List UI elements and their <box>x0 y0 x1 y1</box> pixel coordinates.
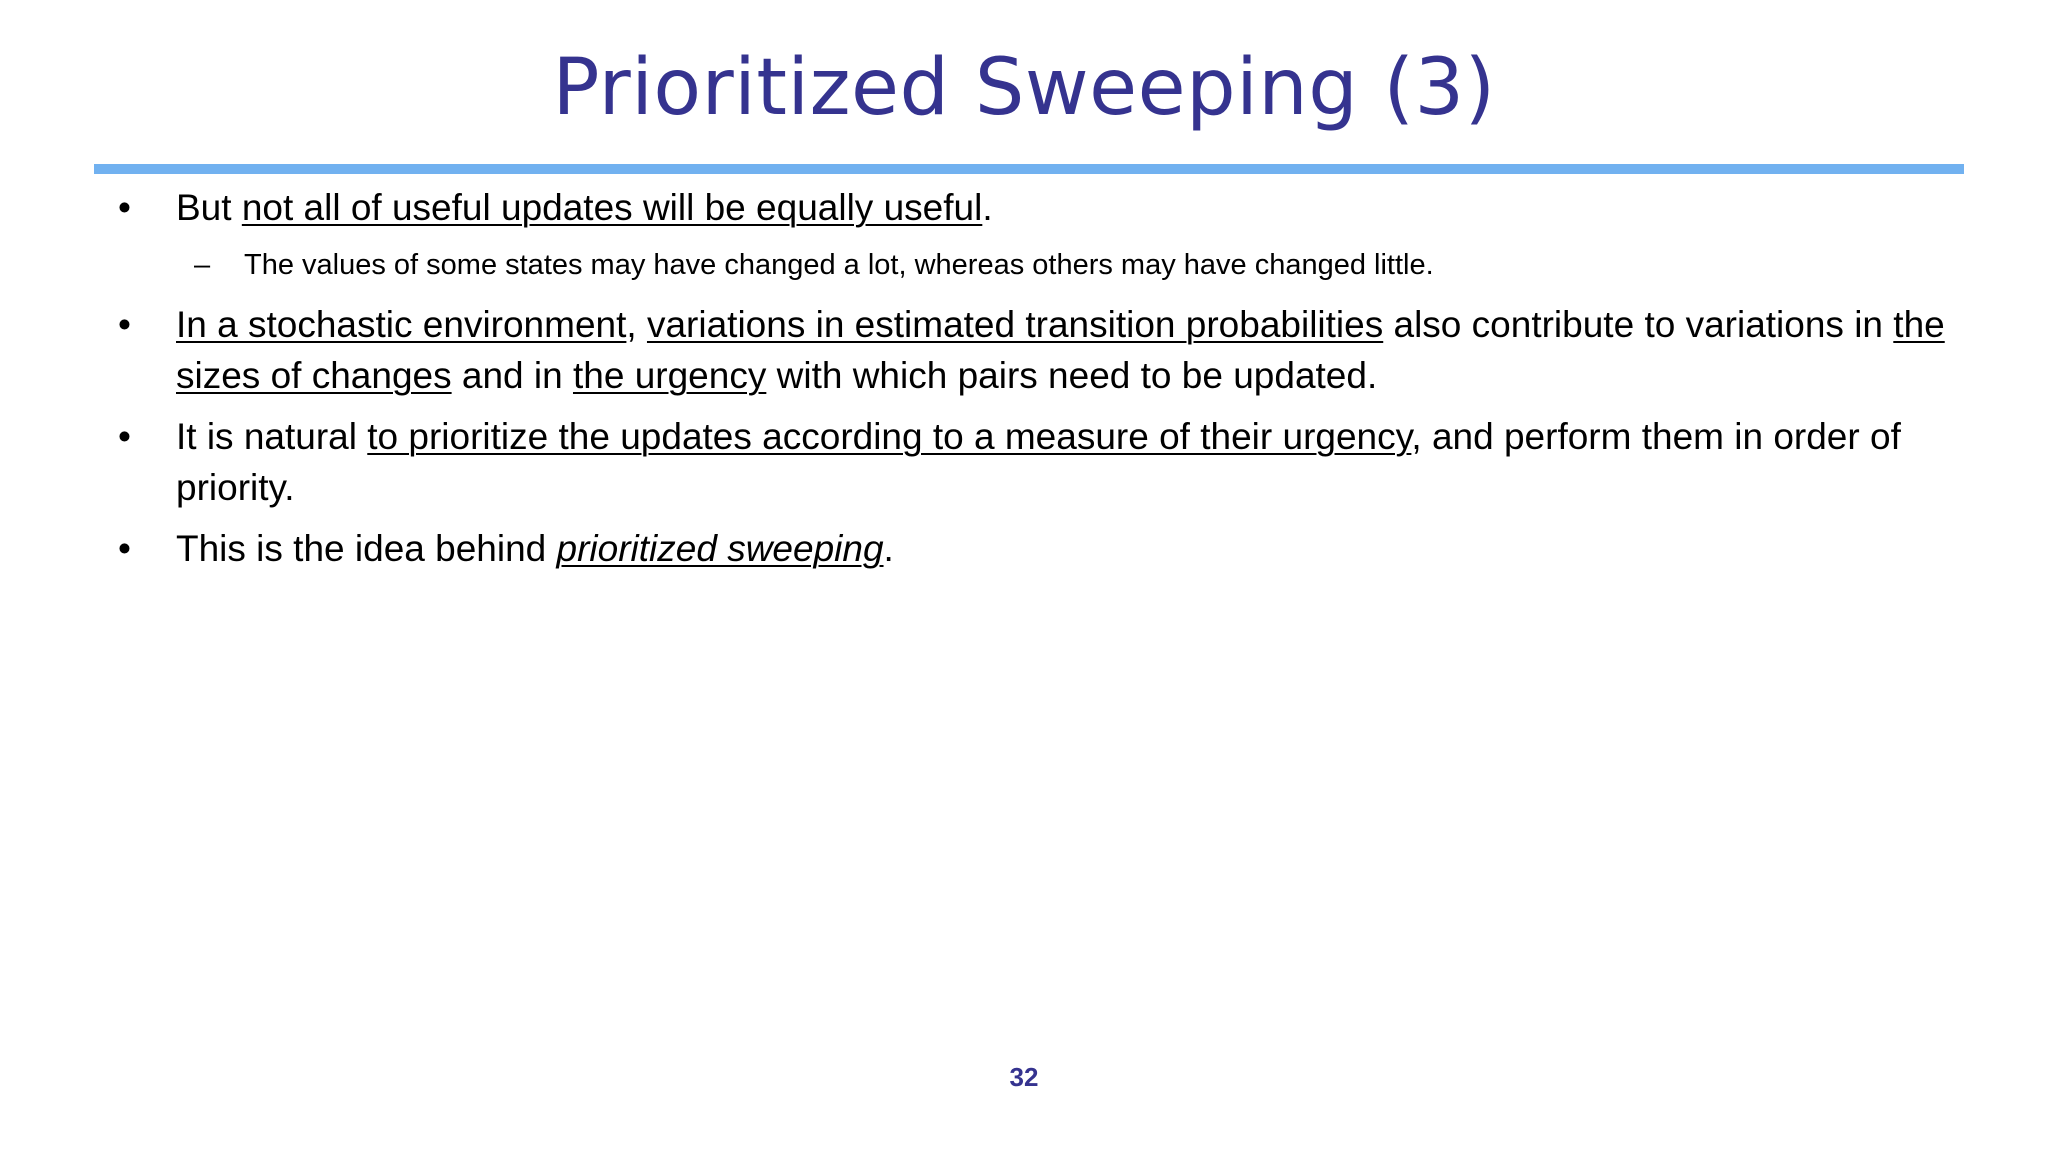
bullet-marker: • <box>118 528 131 569</box>
emphasis-underline: the urgency <box>572 355 767 396</box>
bullet-text: But not all of useful updates will be equally useful. <box>176 187 993 228</box>
bullet-marker: • <box>118 304 131 345</box>
bullet-item <box>110 299 1950 401</box>
title-divider <box>94 164 1964 174</box>
page-number: 32 <box>1009 1062 1039 1092</box>
bullet-text: This is the idea behind prioritized sweeping. <box>176 528 894 569</box>
emphasis-underline: to prioritize the updates according to a measure of their urgency <box>367 416 1412 457</box>
bullet-item <box>110 182 1950 233</box>
emphasis-underline: the sizes of changes <box>176 304 1945 396</box>
emphasis-underline: not all of useful updates will be equally useful <box>241 187 983 228</box>
emphasis-underline: variations in estimated transition probabilities <box>646 304 1384 345</box>
emphasis-italic-underline: prioritized sweeping <box>556 528 884 569</box>
sub-bullet-marker: – <box>194 249 211 281</box>
slide-body <box>110 182 1950 584</box>
bullet-marker: • <box>118 187 131 228</box>
sub-bullet-text: The values of some states may have changed a lot, whereas others may have changed little. <box>244 249 1434 281</box>
slide-title: Prioritized Sweeping (3) <box>552 43 1496 133</box>
bullet-text: It is natural to prioritize the updates according to a measure of their urgency, and perform them in order of priority. <box>176 416 1901 508</box>
emphasis-underline: In a stochastic environment <box>176 304 627 345</box>
bullet-item <box>110 411 1950 513</box>
sub-bullet-item <box>110 243 1950 287</box>
bullet-item <box>110 523 1950 574</box>
bullet-marker: • <box>118 416 131 457</box>
bullet-text: In a stochastic environment, variations in estimated transition probabilities also contribute to variations in the sizes of changes and in the urgency with which pairs need to be updated. <box>176 304 1945 396</box>
